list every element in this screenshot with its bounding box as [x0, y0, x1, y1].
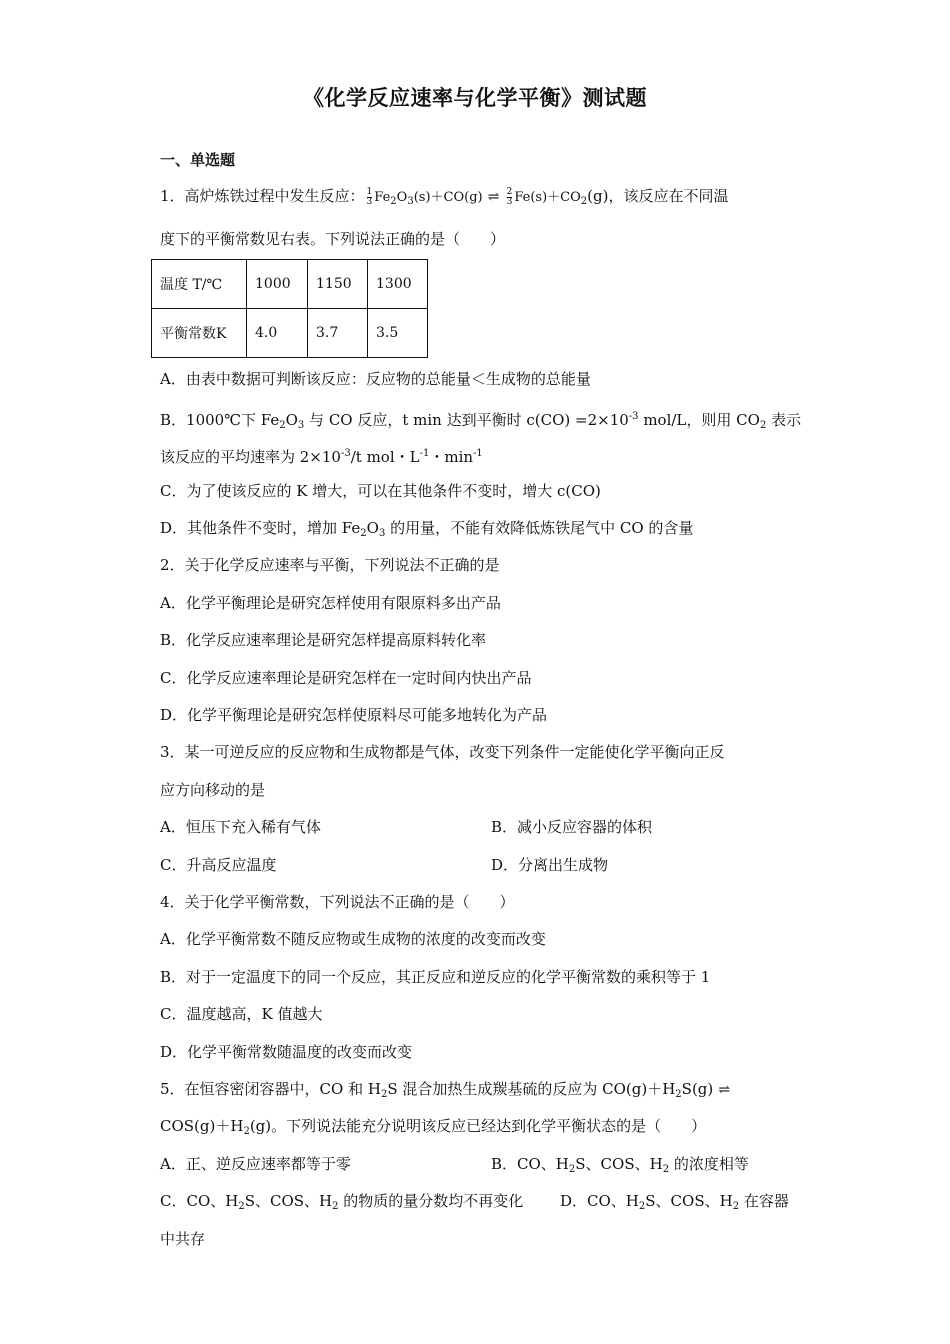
q2-option-c: C．化学反应速率理论是研究怎样在一定时间内快出产品: [160, 669, 532, 687]
table-row: [152, 309, 428, 358]
q4-option-c: C．温度越高，K 值越大: [160, 1005, 323, 1023]
q3-option-c: C．升高反应温度: [160, 856, 277, 874]
q5-option-c: C．CO、$H_2S$、COS、$H_2$ 的物质的量分数均不再变化: [160, 1192, 524, 1212]
equilibrium-arrow-icon: ⇌: [487, 189, 500, 205]
q2-stem: 2．关于化学反应速率与平衡，下列说法不正确的是: [160, 556, 500, 574]
table-cell: 平衡常数K: [152, 309, 247, 358]
table-cell: 1000: [247, 260, 308, 309]
equilibrium-constant-table: [151, 259, 428, 358]
q4-option-a: A．化学平衡常数不随反应物或生成物的浓度的改变而改变: [160, 930, 546, 948]
q4-option-d: D．化学平衡常数随温度的改变而改变: [160, 1043, 413, 1061]
section-heading: 一、单选题: [160, 151, 236, 169]
q5-option-d-line2: 中共存: [160, 1230, 206, 1248]
q3-stem-line2: 应方向移动的是: [160, 781, 266, 799]
q1-option-b-line2: 该反应的平均速率为 $2\times 10^{-3}/t$ mol・$L^{-1}$・$\min^{-1}$: [160, 448, 483, 466]
q1-option-c: C．为了使该反应的 K 增大，可以在其他条件不变时，增大 c(CO): [160, 482, 601, 500]
table-cell: 温度 T/℃: [152, 260, 247, 309]
table-cell: 1300: [368, 260, 428, 309]
q2-option-d: D．化学平衡理论是研究怎样使原料尽可能多地转化为产品: [160, 706, 548, 724]
q3-option-d: D．分离出生成物: [491, 856, 609, 874]
q3-stem-line1: 3．某一可逆反应的反应物和生成物都是气体，改变下列条件一定能使化学平衡向正反: [160, 743, 725, 761]
q4-option-b: B．对于一定温度下的同一个反应，其正反应和逆反应的化学平衡常数的乘积等于 1: [160, 968, 711, 986]
q1-option-b-line1: B．1000℃下 $Fe_2O_3$ 与 CO 反应，t min 达到平衡时 $c(CO) =2\times 10^{-3}$ mol/L，则用 $CO_2$ 表示: [160, 411, 802, 431]
page-title: 《化学反应速率与化学平衡》测试题: [303, 86, 647, 110]
q4-stem: 4．关于化学平衡常数，下列说法不正确的是（ ）: [160, 893, 515, 911]
q1-stem-line1: 1．高炉炼铁过程中发生反应： $\frac{1}{3}$ $Fe_2O_3(s)+CO(g)$ ⇌ $\frac{2}{3}$ $Fe(s)+CO_2(g)$，该反应在不同温: [160, 186, 729, 207]
equilibrium-arrow-icon: ⇌: [718, 1082, 731, 1098]
q3-option-a: A．恒压下充入稀有气体: [160, 818, 321, 836]
q1-option-d: D．其他条件不变时，增加 $Fe_2O_3$ 的用量，不能有效降低炼铁尾气中 CO 的含量: [160, 519, 694, 539]
table-row: [152, 260, 428, 309]
q1-stem-line2: 度下的平衡常数见右表。下列说法正确的是（ ）: [160, 230, 506, 248]
q5-option-b: B．CO、$H_2S$、COS、$H_2$ 的浓度相等: [491, 1155, 749, 1175]
q1-option-a: A．由表中数据可判断该反应：反应物的总能量＜生成物的总能量: [160, 370, 591, 388]
q5-option-a: A．正、逆反应速率都等于零: [160, 1155, 351, 1173]
table-cell: 1150: [308, 260, 368, 309]
table-cell: 3.7: [308, 309, 368, 358]
table-cell: 4.0: [247, 309, 308, 358]
q5-stem-line2: $COS(g)+H_2(g)$。下列说法能充分说明该反应已经达到化学平衡状态的是（ ）: [160, 1117, 707, 1137]
fraction-two-thirds: $\frac{2}{3}$: [506, 186, 513, 207]
q5-option-d: D．CO、$H_2S$、COS、$H_2$ 在容器: [560, 1192, 789, 1212]
q2-option-a: A．化学平衡理论是研究怎样使用有限原料多出产品: [160, 594, 501, 612]
fraction-one-third: $\frac{1}{3}$: [366, 186, 373, 207]
q2-option-b: B．化学反应速率理论是研究怎样提高原料转化率: [160, 631, 487, 649]
q5-stem-line1: 5．在恒容密闭容器中，CO 和 $H_2S$ 混合加热生成羰基硫的反应为 $CO(g)+H_2S(g)$ ⇌: [160, 1079, 735, 1105]
table-cell: 3.5: [368, 309, 428, 358]
q3-option-b: B．减小反应容器的体积: [491, 818, 653, 836]
